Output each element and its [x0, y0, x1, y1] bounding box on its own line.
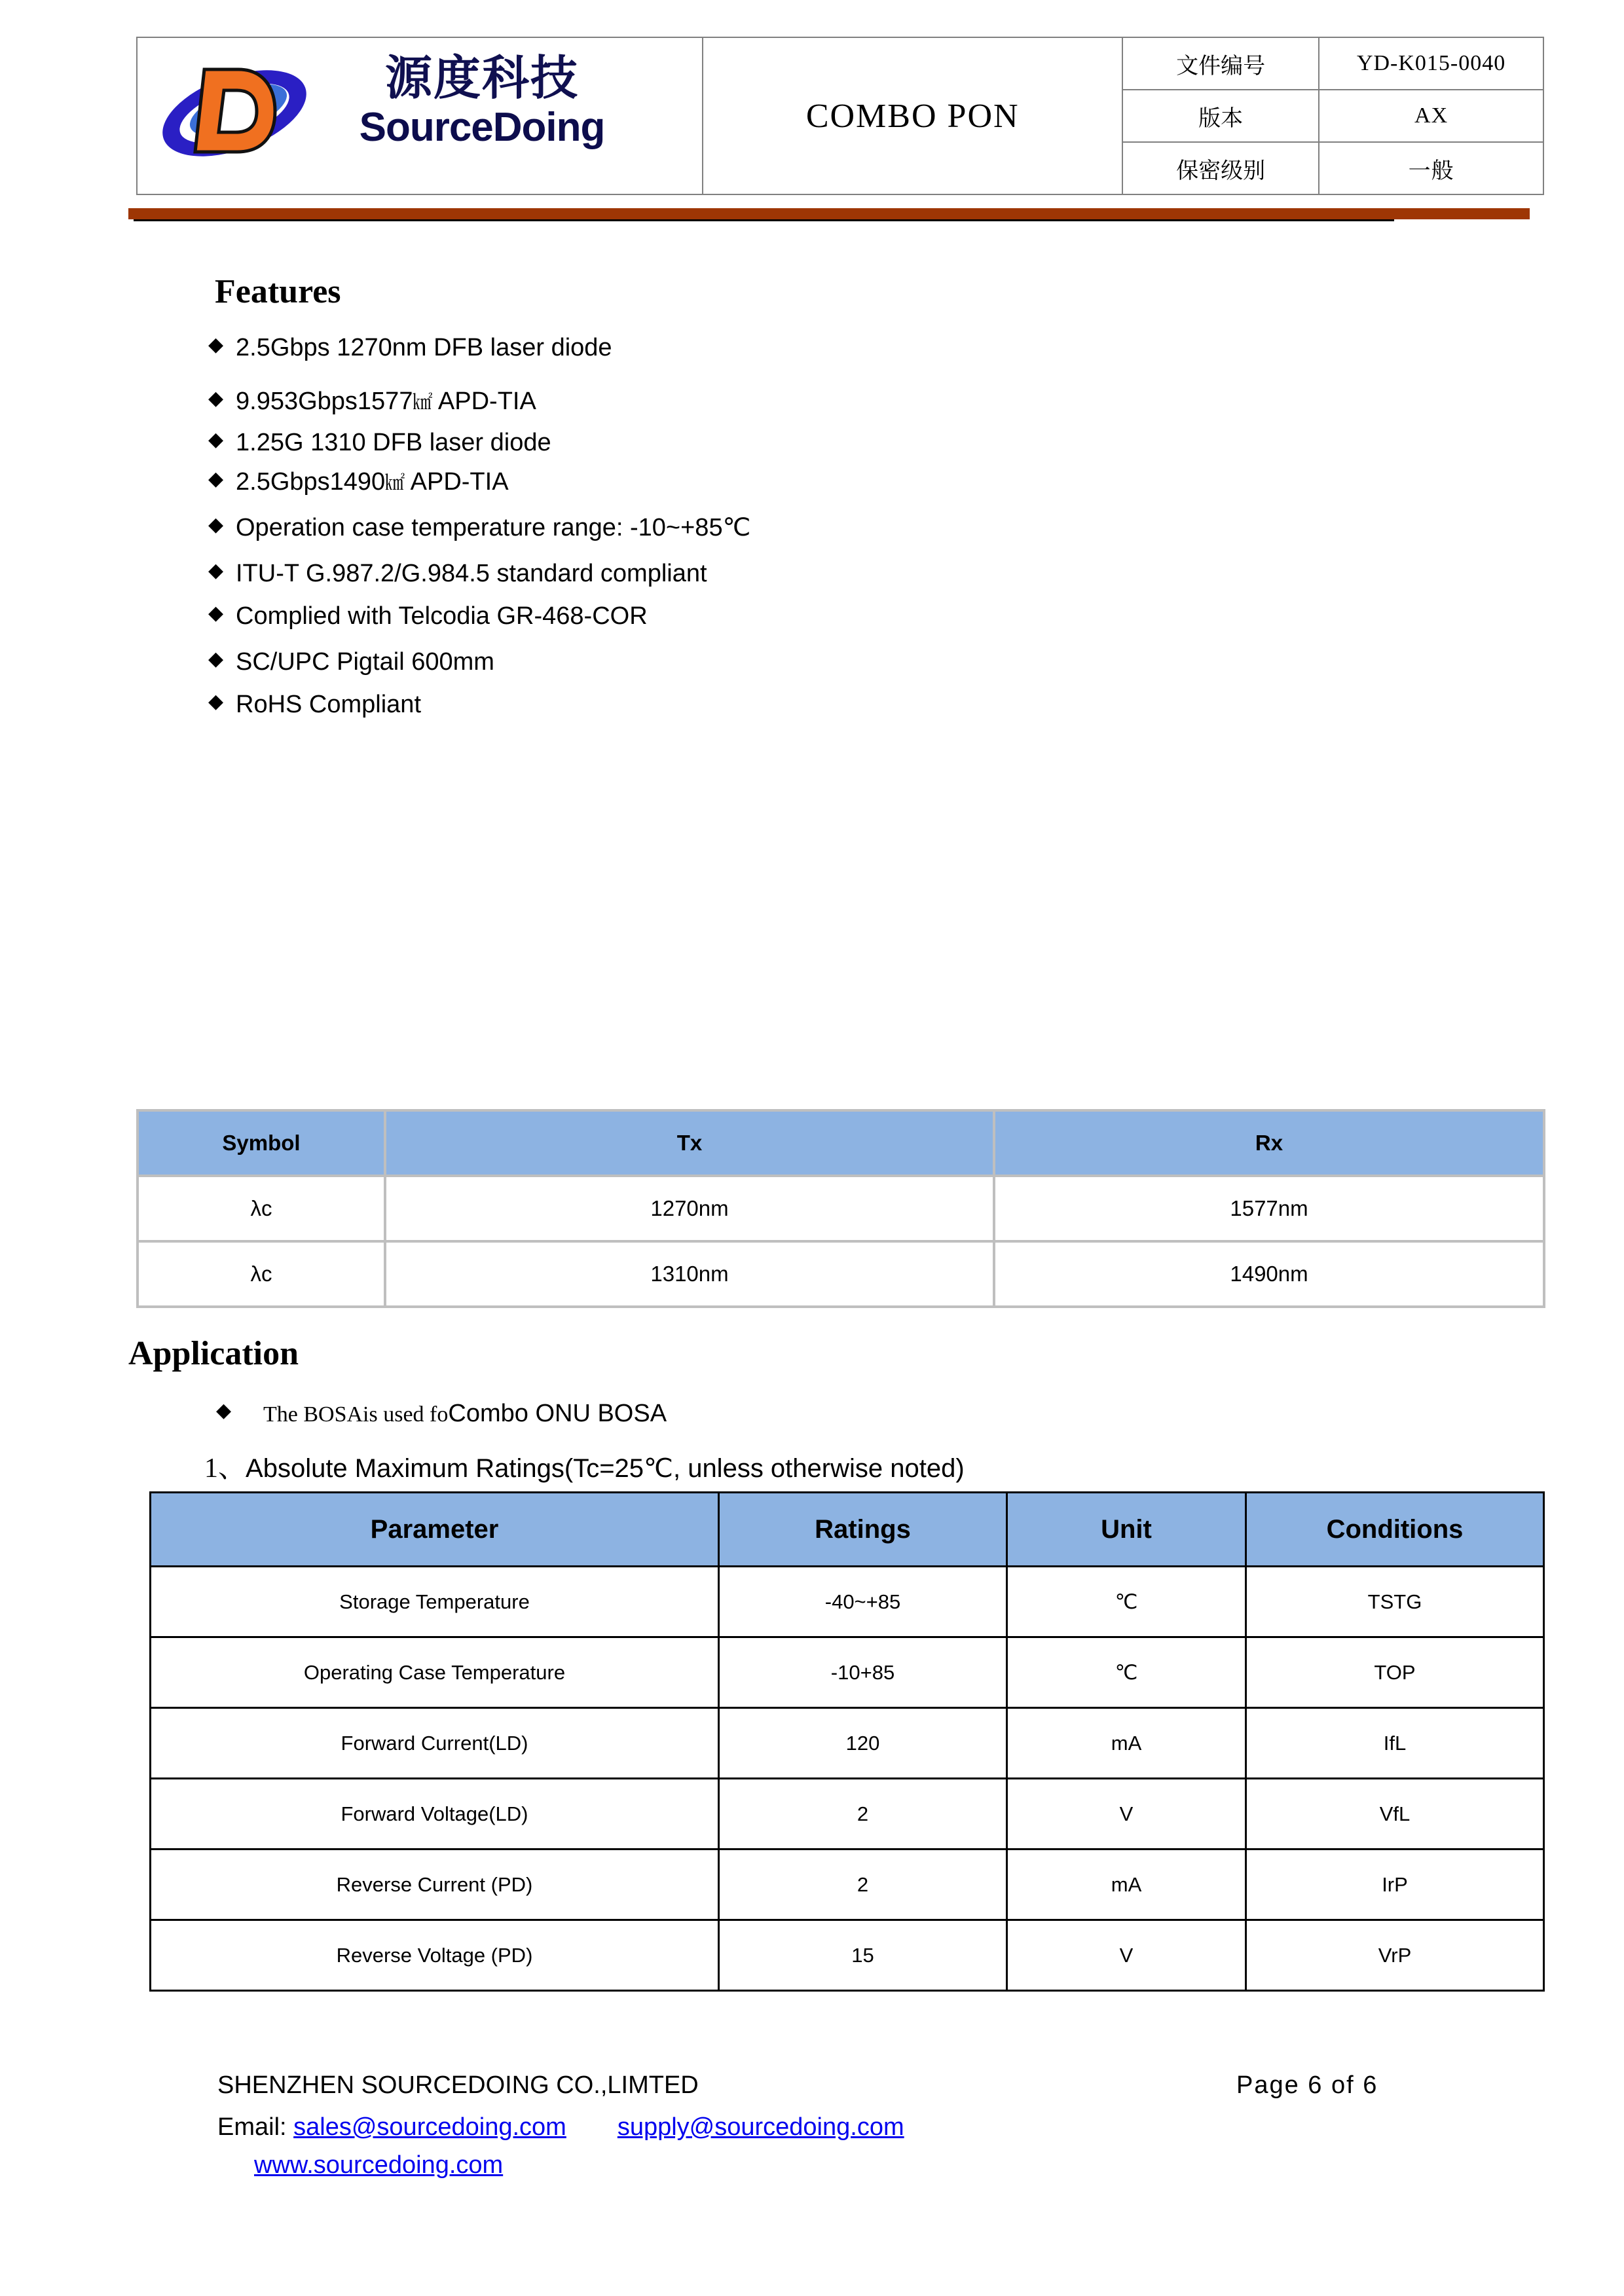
document-header-table: [136, 37, 1544, 195]
table-row: [138, 1176, 1544, 1241]
feature-list-item-label: 1.25G 1310 DFB laser diode: [236, 429, 551, 456]
doc-number-value: YD-K015-0040: [1319, 37, 1543, 90]
wavelength-col-symbol: Symbol: [138, 1110, 385, 1176]
nanometer-unit: ㎢: [385, 473, 405, 494]
ratings-cell: mA: [1007, 1708, 1246, 1779]
application-heading: Application: [128, 1335, 299, 1372]
feature-list-item-label: 2.5Gbps 1270nm DFB laser diode: [236, 334, 612, 361]
feature-list-item: [208, 469, 509, 494]
ratings-cell: Forward Current(LD): [151, 1708, 719, 1779]
doc-confidentiality-value: 一般: [1319, 142, 1543, 194]
ratings-cell: mA: [1007, 1850, 1246, 1920]
feature-list-item: [208, 515, 750, 540]
logo-english-name: SourceDoing: [359, 105, 605, 150]
ratings-section-number: 1: [204, 1453, 218, 1484]
diamond-bullet-icon: ◆: [208, 468, 224, 490]
doc-version-value: AX: [1319, 90, 1543, 142]
wavelength-col-rx: Rx: [994, 1110, 1544, 1176]
footer-company-name: SHENZHEN SOURCEDOING CO.,LIMTED: [217, 2071, 699, 2099]
ratings-cell: VfL: [1246, 1779, 1544, 1850]
table-row: [151, 1850, 1544, 1920]
ratings-cell: -40~+85: [719, 1567, 1007, 1637]
absolute-maximum-ratings-table: [149, 1491, 1545, 1992]
ratings-cell: Storage Temperature: [151, 1567, 719, 1637]
footer-email-supply-link[interactable]: supply@sourcedoing.com: [617, 2113, 904, 2141]
nanometer-unit: ㎢: [413, 392, 433, 414]
footer-email-sales-link[interactable]: sales@sourcedoing.com: [293, 2113, 566, 2141]
diamond-bullet-icon: ◆: [208, 388, 224, 409]
diamond-bullet-icon: ◆: [208, 514, 224, 536]
feature-list-item: [208, 430, 551, 455]
wavelength-cell: 1490nm: [994, 1241, 1544, 1307]
feature-list-item: [208, 561, 707, 586]
ratings-col-ratings: Ratings: [719, 1493, 1007, 1567]
ratings-cell: -10+85: [719, 1637, 1007, 1708]
ratings-cell: TSTG: [1246, 1567, 1544, 1637]
wavelength-col-tx: Tx: [385, 1110, 994, 1176]
page-footer: [0, 2062, 1624, 2232]
doc-confidentiality-label: 保密级别: [1122, 142, 1319, 194]
company-logo-cell: [137, 37, 703, 194]
footer-email-label: Email:: [217, 2113, 287, 2141]
wavelength-cell: λc: [138, 1176, 385, 1241]
footer-email-line: [217, 2115, 904, 2140]
diamond-bullet-icon: ◆: [216, 1400, 232, 1421]
ratings-cell: Operating Case Temperature: [151, 1637, 719, 1708]
feature-list-item-label: 9.953Gbps1577㎢ APD-TIA: [236, 388, 536, 415]
wavelength-table-header-row: [138, 1110, 1544, 1176]
feature-list-item: [208, 335, 612, 360]
ratings-cell: 2: [719, 1850, 1007, 1920]
ratings-cell: VrP: [1246, 1920, 1544, 1991]
ratings-cell: ℃: [1007, 1567, 1246, 1637]
footer-website-line: [254, 2153, 503, 2178]
feature-list-item-label: 2.5Gbps1490㎢ APD-TIA: [236, 468, 509, 496]
application-list-item: [216, 1400, 1133, 1428]
ratings-cell: IrP: [1246, 1850, 1544, 1920]
ratings-section-heading: [204, 1455, 965, 1482]
divider-bar: [128, 208, 1530, 219]
logo-chinese-name: 源度科技: [384, 52, 579, 105]
feature-list-item-label: ITU-T G.987.2/G.984.5 standard compliant: [236, 560, 707, 587]
feature-list-item: [208, 692, 421, 717]
table-row: [151, 1779, 1544, 1850]
ratings-section-separator: 、: [218, 1453, 246, 1484]
feature-list-item-label: Complied with Telcodia GR-468-COR: [236, 602, 648, 630]
ratings-cell: Reverse Voltage (PD): [151, 1920, 719, 1991]
diamond-bullet-icon: ◆: [208, 334, 224, 355]
feature-list-item: [208, 604, 648, 629]
footer-page-number: Page 6 of 6: [1236, 2071, 1378, 2099]
logo: [156, 48, 660, 179]
ratings-section-title: Absolute Maximum Ratings(Tc=25℃, unless otherwise noted): [246, 1454, 965, 1483]
feature-list-item: [208, 649, 494, 674]
ratings-cell: 2: [719, 1779, 1007, 1850]
ratings-col-conditions: Conditions: [1246, 1493, 1544, 1567]
diamond-bullet-icon: ◆: [208, 602, 224, 624]
wavelength-cell: 1577nm: [994, 1176, 1544, 1241]
ratings-col-unit: Unit: [1007, 1493, 1246, 1567]
diamond-bullet-icon: ◆: [208, 648, 224, 670]
ratings-cell: Forward Voltage(LD): [151, 1779, 719, 1850]
ratings-cell: 120: [719, 1708, 1007, 1779]
feature-list-item-label: Operation case temperature range: -10~+85℃: [236, 514, 751, 541]
table-row: [151, 1920, 1544, 1991]
product-title: COMBO PON: [703, 37, 1122, 194]
table-row: [138, 1241, 1544, 1307]
logo-text-block: [312, 52, 652, 173]
feature-list-item-label: RoHS Compliant: [236, 691, 421, 718]
ratings-cell: 15: [719, 1920, 1007, 1991]
wavelength-cell: 1270nm: [385, 1176, 994, 1241]
wavelength-cell: λc: [138, 1241, 385, 1307]
ratings-cell: V: [1007, 1920, 1246, 1991]
ratings-col-parameter: Parameter: [151, 1493, 719, 1567]
wavelength-cell: 1310nm: [385, 1241, 994, 1307]
feature-list-item-label: SC/UPC Pigtail 600mm: [236, 648, 494, 676]
diamond-bullet-icon: ◆: [208, 429, 224, 450]
doc-version-label: 版本: [1122, 90, 1319, 142]
table-row: [151, 1708, 1544, 1779]
ratings-cell: IfL: [1246, 1708, 1544, 1779]
feature-list-item: [208, 389, 536, 414]
diamond-bullet-icon: ◆: [208, 691, 224, 712]
table-row: [151, 1637, 1544, 1708]
ratings-cell: Reverse Current (PD): [151, 1850, 719, 1920]
table-row: [151, 1567, 1544, 1637]
footer-website-link[interactable]: www.sourcedoing.com: [254, 2151, 504, 2179]
diamond-bullet-icon: ◆: [208, 560, 224, 581]
ratings-cell: V: [1007, 1779, 1246, 1850]
wavelength-table: [136, 1109, 1545, 1308]
ratings-cell: ℃: [1007, 1637, 1246, 1708]
features-heading: Features: [215, 273, 341, 310]
ratings-table-header-row: [151, 1493, 1544, 1567]
doc-number-label: 文件编号: [1122, 37, 1319, 90]
application-text-sans: Combo ONU BOSA: [448, 1400, 667, 1427]
sourcedoing-logo-mark: [156, 52, 313, 174]
application-text-serif: The BOSAis used fo: [263, 1402, 449, 1427]
ratings-cell: TOP: [1246, 1637, 1544, 1708]
